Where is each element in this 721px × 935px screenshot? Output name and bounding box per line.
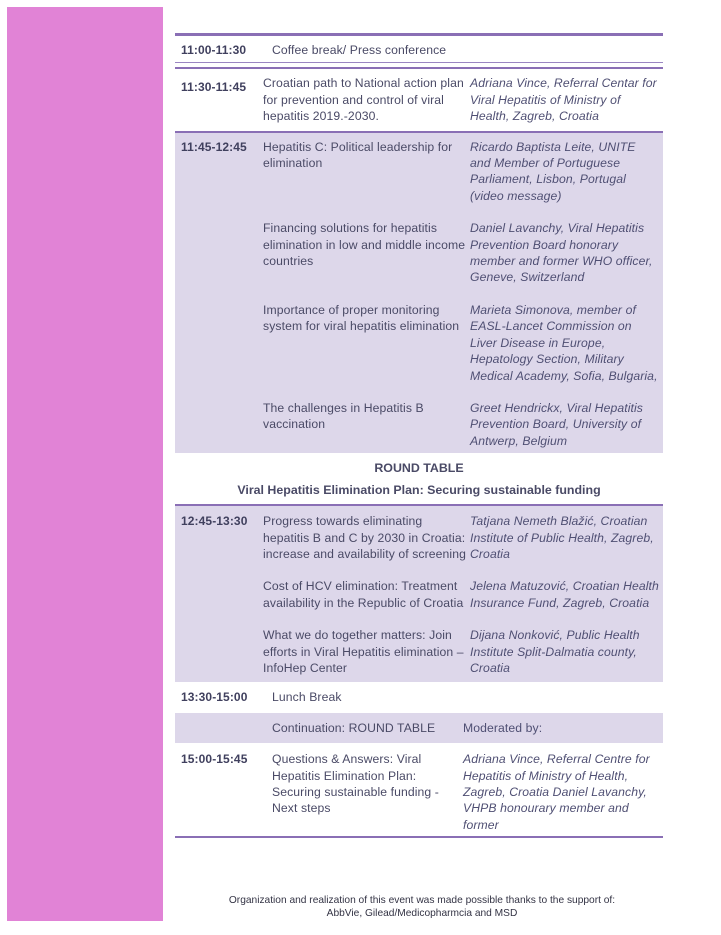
agenda-row-continuation (175, 713, 663, 743)
speaker-info: Adriana Vince, Referral Centre for Hepatitis of Ministry of Health, Zagreb, Croatia Daniel Lavanchy, VHPB honourary member and former (463, 752, 650, 832)
agenda-table (175, 33, 663, 838)
time-slot: 11:45-12:45 (181, 139, 247, 154)
time-slot: 11:30-11:45 (181, 80, 247, 95)
sidebar-decoration (7, 7, 163, 921)
agenda-session-round-table (175, 506, 663, 682)
agenda-row-national-plan (175, 69, 663, 130)
round-table-subtitle: Viral Hepatitis Elimination Plan: Securing sustainable funding (237, 483, 601, 498)
talk-item (175, 627, 663, 676)
talk-item (175, 400, 663, 449)
talk-item (175, 302, 663, 400)
agenda-row-coffee-break (175, 36, 663, 62)
time-slot: 12:45-13:30 (181, 514, 248, 529)
talk-item (175, 139, 663, 221)
talk-title: Importance of proper monitoring system for viral hepatitis elimination (263, 302, 460, 334)
session-title: Coffee break/ Press conference (272, 43, 447, 57)
speaker-info: Marieta Simonova, member of EASL-Lancet Commission on Liver Disease in Europe, Hepatology Section, Military Medical Academy, Sofia, Bulgaria, (470, 302, 658, 383)
agenda-row-lunch (175, 682, 663, 712)
speaker-info: Dijana Nonković, Public Health Institute Split-Dalmatia county, Croatia (470, 628, 640, 675)
round-table-label: ROUND TABLE (374, 461, 464, 476)
moderator-label: Moderated by: (463, 720, 543, 735)
footer-line: Organization and realization of this event was made possible thanks to the support of: (228, 895, 616, 906)
speaker-info: Ricardo Baptista Leite, UNITE and Member of Portuguese Parliament, Lisbon, Portugal (video message) (470, 139, 636, 203)
speaker-info: Jelena Matuzović, Croatian Health Insurance Fund, Zagreb, Croatia (470, 579, 659, 610)
talk-item (175, 220, 663, 302)
footer-acknowledgement (175, 895, 669, 920)
talk-title: Hepatitis C: Political leadership for elimination (263, 139, 453, 171)
session-title: Continuation: ROUND TABLE (272, 720, 436, 735)
speaker-info: Tatjana Nemeth Blažić, Croatian Institute of Public Health, Zagreb, Croatia (470, 514, 654, 561)
talk-title: Cost of HCV elimination: Treatment availability in the Republic of Croatia (263, 579, 464, 610)
footer-line: AbbVie, Gilead/Medicopharmcia and MSD (326, 907, 518, 919)
speaker-info: Adriana Vince, Referral Centar for Viral Hepatitis of Ministry of Health, Zagreb, Croatia (470, 76, 657, 124)
divider (175, 836, 663, 838)
time-slot: 11:00-11:30 (181, 43, 247, 57)
talk-title: What we do together matters: Join efforts in Viral Hepatitis elimination – InfoHep Center (263, 628, 464, 675)
round-table-header (175, 453, 663, 504)
session-title: Questions & Answers: Viral Hepatitis Elimination Plan: Securing sustainable funding - Next steps (272, 752, 439, 816)
speaker-info: Greet Hendrickx, Viral Hepatitis Prevention Board, University of Antwerp, Belgium (470, 400, 643, 448)
session-title: Croatian path to National action plan for prevention and control of viral hepatitis 2019.-2030. (263, 76, 464, 124)
talk-title: The challenges in Hepatitis B vaccination (263, 400, 424, 432)
agenda-row-qa (175, 743, 663, 836)
talk-title: Financing solutions for hepatitis elimination in low and middle income countries (263, 221, 466, 269)
agenda-session-hepatitis-c (175, 133, 663, 454)
session-title: Lunch Break (272, 690, 342, 705)
talk-item (175, 513, 663, 578)
talk-item (175, 578, 663, 627)
time-slot: 15:00-15:45 (181, 752, 248, 767)
time-slot: 13:30-15:00 (181, 690, 248, 705)
speaker-info: Daniel Lavanchy, Viral Hepatitis Prevention Board honorary member and former WHO officer, Geneve, Switzerland (470, 221, 653, 285)
talk-title: Progress towards eliminating hepatitis B and C by 2030 in Croatia: increase and availability of screening (263, 514, 466, 561)
